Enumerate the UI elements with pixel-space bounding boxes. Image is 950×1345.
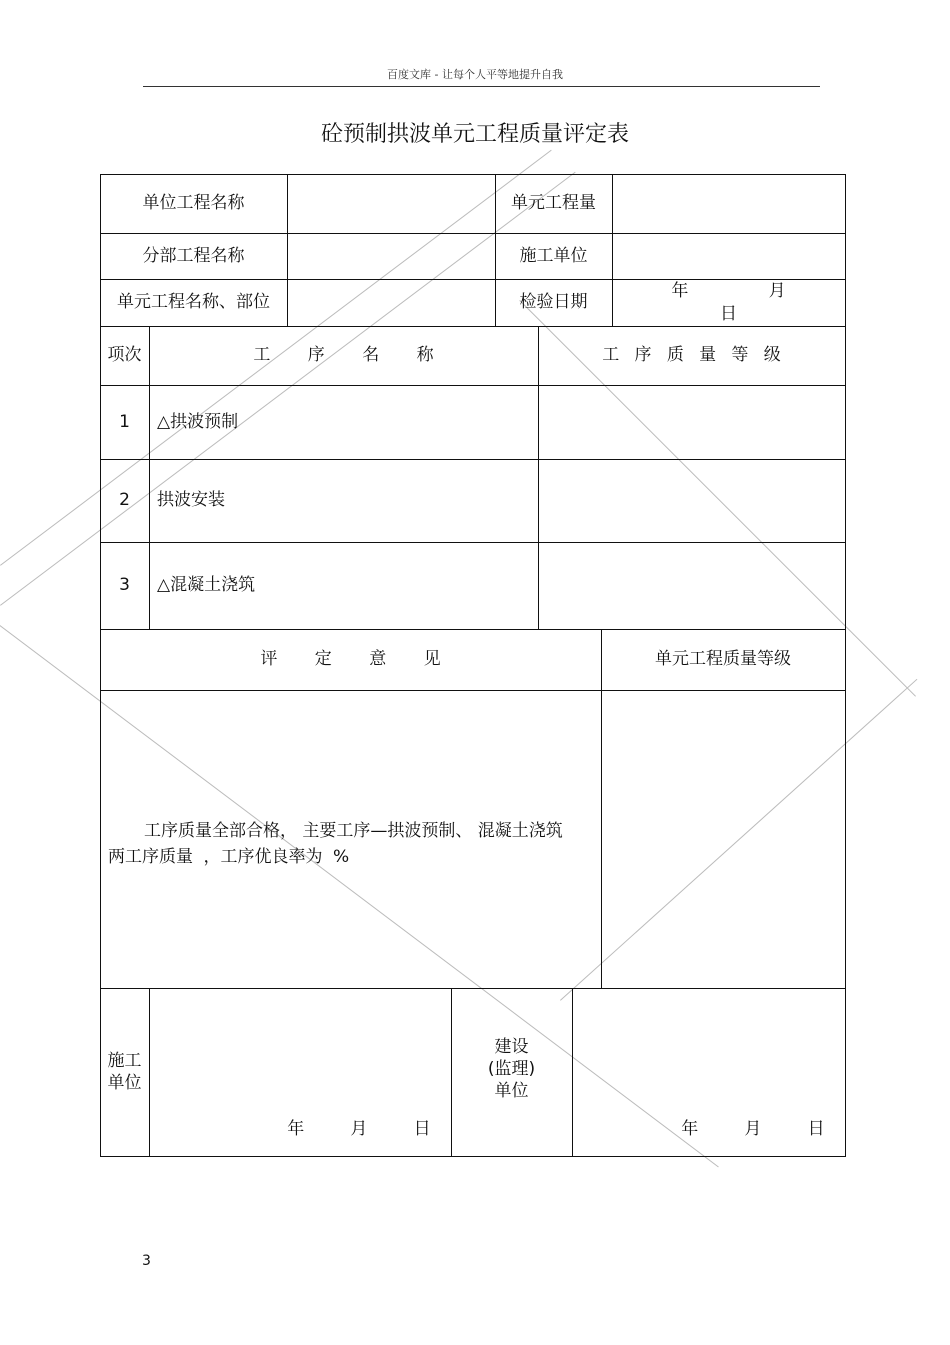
unit-name-location-label: 单元工程名称、部位 [117, 292, 270, 313]
item-no-header: 项次 [107, 345, 142, 366]
document-title: 砼预制拱波单元工程质量评定表 [320, 122, 629, 147]
process-grade-field[interactable] [538, 542, 845, 629]
evaluation-form [100, 174, 846, 1157]
division-project-name-label: 分部工程名称 [142, 245, 245, 266]
page-number: 3 [142, 1253, 151, 1269]
process-name: △混凝土浇筑 [157, 575, 256, 596]
unit-name-location-field[interactable] [287, 279, 495, 326]
process-grade-header: 工序质量等级 [602, 345, 797, 366]
unit-project-name-label: 单位工程名称 [142, 193, 245, 214]
item-no: 2 [119, 490, 130, 511]
opinion-line-1: 工序质量全部合格， 主要工序—拱波预制、 混凝土浇筑 [144, 821, 563, 841]
process-name: △拱波预制 [157, 411, 239, 432]
item-no: 3 [119, 575, 130, 596]
unit-quantity-field[interactable] [612, 174, 845, 233]
process-name-header: 工序名称 [253, 345, 471, 366]
supervision-unit-sign-label: 建设(监理)单位 [487, 1037, 536, 1102]
construction-sign-date: 年 月 日 [287, 1119, 451, 1139]
construction-unit-label: 施工单位 [519, 245, 588, 266]
unit-quality-grade-field[interactable] [601, 690, 845, 988]
page-header: 百度文库 - 让每个人平等地提升自我 [387, 68, 563, 81]
inspection-date-label: 检验日期 [519, 292, 588, 313]
construction-unit-sign-label: 施工单位 [107, 1050, 142, 1093]
process-name: 拱波安装 [157, 490, 225, 511]
process-grade-field[interactable] [538, 459, 845, 542]
unit-quantity-label: 单元工程量 [511, 193, 596, 214]
supervision-signature-area[interactable] [572, 988, 845, 1156]
unit-project-name-field[interactable] [287, 174, 495, 233]
unit-quality-grade-header: 单元工程质量等级 [655, 649, 791, 670]
process-grade-field[interactable] [538, 385, 845, 459]
opinion-body [100, 690, 601, 988]
construction-unit-field[interactable] [612, 233, 845, 279]
supervision-sign-date: 年 月 日 [681, 1119, 845, 1139]
construction-signature-area[interactable] [149, 988, 451, 1156]
opinion-header: 评定意见 [260, 649, 478, 670]
inspection-date-field[interactable]: 年 月 日 [671, 281, 823, 324]
header-rule [143, 86, 820, 87]
division-project-name-field[interactable] [287, 233, 495, 279]
opinion-line-2: 两工序质量 ，工序优良率为 % [108, 847, 350, 867]
item-no: 1 [119, 411, 130, 432]
